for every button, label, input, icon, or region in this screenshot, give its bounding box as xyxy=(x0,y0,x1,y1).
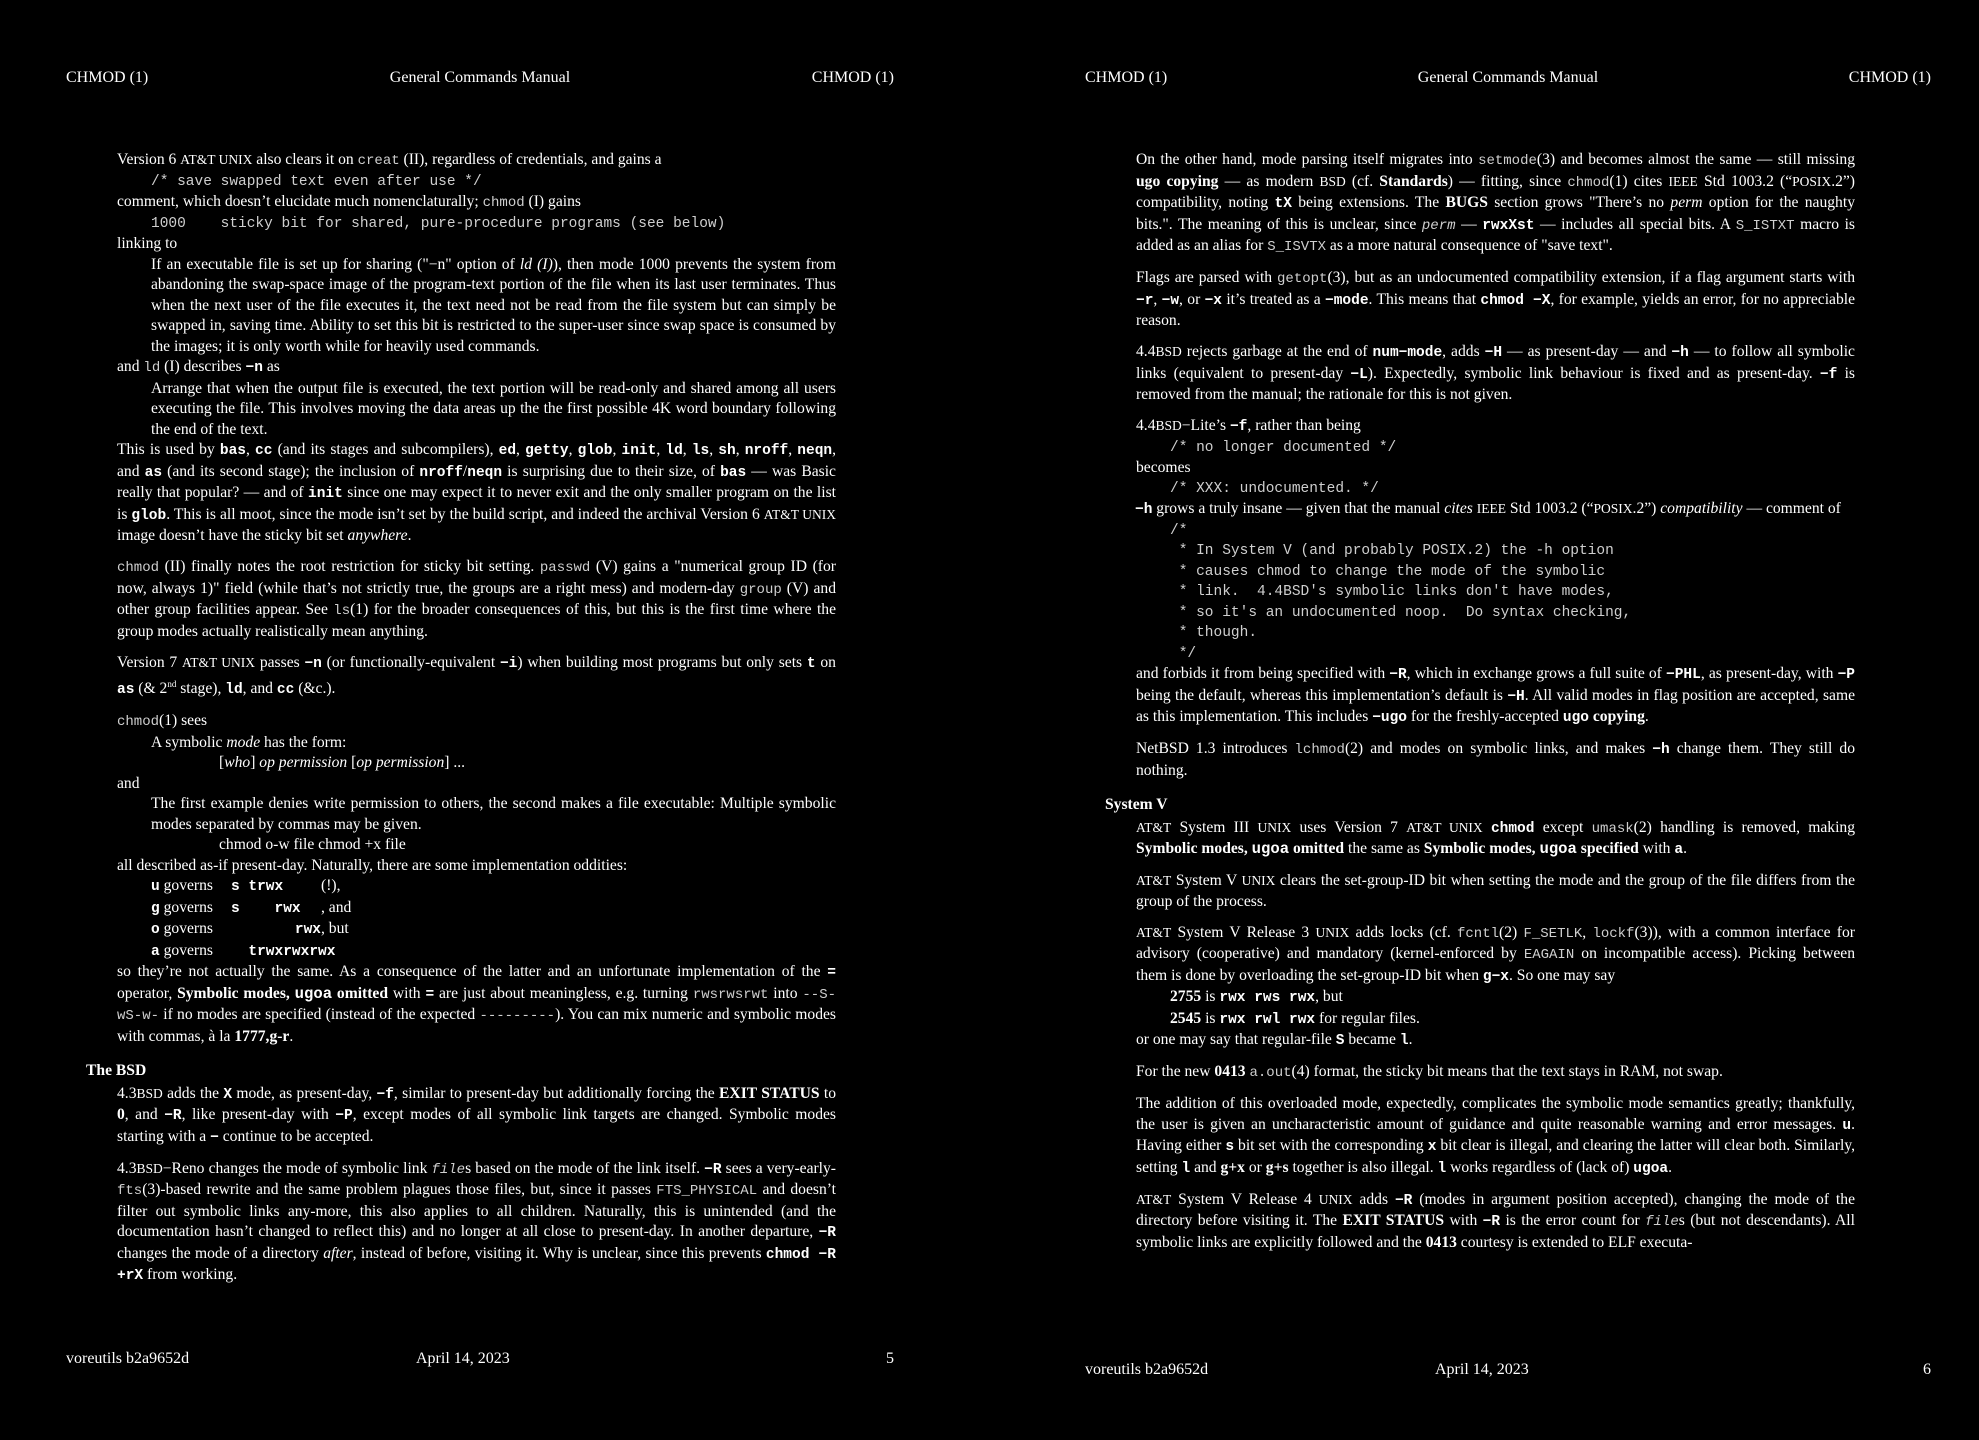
quote-block: 2545 is rwx rwl rwx for regular files. xyxy=(1170,1009,1420,1028)
page-body xyxy=(1105,150,1856,1264)
header-left: CHMOD (1) xyxy=(66,69,149,86)
section-heading: The BSD xyxy=(86,1062,147,1080)
footer-center: April 14, 2023 xyxy=(1435,1361,1529,1378)
quote-block: If an executable file is set up for sharing ("−n" option of ld (I)), then mode 1000 prevents the system from abandoning the swap-space image of the program-text portion of the file when its last user terminates. Thus when the next user of the file executes it, the text need not be read from the file system but can simply be swapped in, saving time. Ability to set this bit is restricted to the super-user since swap space is consumed by the images; it is only worth while for heavily used commands. xyxy=(151,255,836,355)
paragraph: For the new 0413 a.out(4) format, the sticky bit means that the text stays in RAM, not swap. xyxy=(1136,1063,1723,1081)
paragraph: so they’re not actually the same. As a consequence of the latter and an unfortunate implementation of the = operator, Symbolic modes, ugoa omitted with = are just about meaningless, e.g. turning rwsrwsrwt into --S-wS-w- if no modes are specified (instead of the expected ---------). You can mix numeric and symbolic modes with commas, à la 1777,g-r. xyxy=(117,963,837,1045)
paragraph: On the other hand, mode parsing itself migrates into setmode(3) and becomes almost the same — still missing ugo copying — as modern BSD (cf. Standards) — fitting, since chmod(1) cites IEEE Std 1003.2 (“POSIX.2”) compatibility, noting tX being extensions. The BUGS section grows "There’s no perm option for the naughty bits.". The meaning of this is unclear, since perm — rwxXst — includes all special bits. A S_ISTXT macro is added as an alias for S_ISVTX as a more natural consequence of "save text". xyxy=(1136,151,1855,255)
paragraph: The addition of this overloaded mode, expectedly, complicates the symbolic mode semantics greatly; thankfully, the user is given an uncharacteristic amount of guidance and quite reasonable warning and error messages. u. Having either s bit set with the corresponding x bit clear is illegal, and clearing the latter will clear both. Similarly, setting l and g+x or g+s together is also illegal. l works regardless of (lack of) ugoa. xyxy=(1136,1095,1856,1177)
quote-block: 2755 is rwx rws rwx, but xyxy=(1170,988,1343,1006)
paragraph: and xyxy=(117,774,140,792)
quote-block: chmod o-w file chmod +x file xyxy=(219,836,406,854)
quote-block: The first example denies write permission to others, the second makes a file executable: Multiple symbolic modes separated by commas may be given. xyxy=(151,795,836,833)
quote-block: Arrange that when the output file is executed, the text portion will be read-only and shared among all users executing the file. This involves moving the data areas up the the first possible 4K word boundary following the end of the text. xyxy=(151,379,836,438)
paragraph: comment, which doesn’t elucidate much nomenclaturally; chmod (I) gains xyxy=(117,193,581,211)
paragraph: AT&T System V Release 3 UNIX adds locks (cf. fcntl(2) F_SETLK, lockf(3)), with a common interface for advisory (cooperative) and mandatory (kernel-enforced by EAGAIN on incompatible access). Picking between them is done by overloading the set-group-ID bit when g−x. So one may say xyxy=(1136,923,1856,985)
code-line: /* XXX: undocumented. */ xyxy=(1170,480,1379,497)
quote-block: A symbolic mode has the form: xyxy=(151,733,347,751)
page-left xyxy=(0,0,960,1440)
paragraph: Flags are parsed with getopt(3), but as an undocumented compatibility extension, if a flag argument starts with −r, −w, or −x it’s treated as a −mode. This means that chmod −X, for example, yields an error, for no appreciable reason. xyxy=(1136,269,1856,329)
paragraph: becomes xyxy=(1136,459,1191,476)
paragraph: NetBSD 1.3 introduces lchmod(2) and modes on symbolic links, and makes −h change them. They still do nothing. xyxy=(1136,740,1855,779)
paragraph: AT&T System V Release 4 UNIX adds −R (modes in argument position accepted), changing the mode of the directory before visiting it. The EXIT STATUS with −R is the error count for files (but not descendants). All symbolic links are explicitly followed and the 0413 courtesy is extended to ELF executa- xyxy=(1136,1190,1855,1251)
paragraph: This is used by bas, cc (and its stages and subcompilers), ed, getty, glob, init, ld, ls, sh, nroff, neqn, and as (and its second stage); the inclusion of nroff/neqn is surprising due to their size, of bas — was Basic really that popular? — and of init since one may expect it to never exit and the only smaller program on the list is glob. This is all moot, since the mode isn’t set by the build script, and indeed the archival Version 6 AT&T UNIX image doesn’t have the sticky bit set anywhere. xyxy=(117,441,837,544)
paragraph: chmod(1) sees xyxy=(117,712,208,731)
header-right: CHMOD (1) xyxy=(811,69,894,86)
paragraph: 4.4BSD rejects garbage at the end of num−mode, adds −H — as present-day — and −h — to follow all symbolic links (equivalent to present-day −L). Expectedly, symbolic link behaviour is fixed and as present-day. −f is removed from the manual; the rationale for this is not given. xyxy=(1136,343,1855,403)
paragraph: or one may say that regular-file S became l. xyxy=(1136,1031,1413,1049)
paragraph: AT&T System V UNIX clears the set-group-ID bit when setting the mode and the group of the file differs from the group of the process. xyxy=(1136,872,1855,910)
code-line: /* no longer documented */ xyxy=(1170,439,1397,456)
footer-right: 6 xyxy=(1923,1361,1931,1378)
header-center: General Commands Manual xyxy=(389,69,571,86)
paragraph: and ld (I) describes −n as xyxy=(117,358,280,376)
paragraph: Version 7 AT&T UNIX passes −n (or functionally-equivalent −i) when building most programs but only sets t on as (& 2nd stage), ld, and cc (&c.). xyxy=(117,653,836,699)
paragraph: 4.3BSD−Reno changes the mode of symbolic link files based on the mode of the link itself. −R sees a very-early-fts(3)-based rewrite and the same problem plagues those files, but, since it passes FTS_PHYSICAL and doesn’t filter out symbolic links any-more, this also applies to all children. Naturally, this is unintended (and the documentation hasn’t changed to reflect this) and no longer at all close to present-day. In another departure, −R changes the mode of a directory after, instead of before, visiting it. Why is unclear, since this prevents chmod −R +rX from working. xyxy=(117,1159,837,1285)
paragraph: all described as-if present-day. Naturally, there are some implementation oddities: xyxy=(117,856,628,874)
code-line: 1000 sticky bit for shared, pure-procedure programs (see below) xyxy=(151,215,726,232)
page-body xyxy=(86,150,837,1297)
paragraph: Version 6 AT&T UNIX also clears it on creat (II), regardless of credentials, and gains a xyxy=(117,151,662,169)
paragraph: and forbids it from being specified with −R, which in exchange grows a full suite of −PHL, as present-day, with −P being the default, whereas this implementation’s default is −H. All valid modes in flag position are accepted, same as this implementation. This includes −ugo for the freshly-accepted ugo copying. xyxy=(1136,665,1856,726)
header-right: CHMOD (1) xyxy=(1848,69,1931,86)
code-block: /* * In System V (and probably POSIX.2) the -h option * causes chmod to change the mode of the symbolic * link. 4.4BSD's symbolic links don't have modes, * so it's an undocumented noop. Do syntax checking, * though. */ xyxy=(1170,522,1632,662)
footer-left: voreutils b2a9652d xyxy=(66,1350,190,1367)
footer-center: April 14, 2023 xyxy=(416,1350,510,1367)
paragraph: linking to xyxy=(117,235,178,252)
oddities-table: u governs s trwx (!), g governs s rwx , and o governs rwx , but a governs trwxrwxrwx xyxy=(151,877,352,960)
paragraph: AT&T System III UNIX uses Version 7 AT&T UNIX chmod except umask(2) handling is removed, making Symbolic modes, ugoa omitted the same as Symbolic modes, ugoa specified with a. xyxy=(1136,818,1856,858)
header-left: CHMOD (1) xyxy=(1085,69,1168,86)
page-right xyxy=(1019,0,1979,1440)
paragraph: chmod (II) finally notes the root restriction for sticky bit setting. passwd (V) gains a "numerical group ID (for now, always 1)" field (while that’s not strictly true, the groups are a right mess) and modern-day group (V) and other group facilities appear. See ls(1) for the broader consequences of this, but this is the first time where the group modes actually realistically mean anything. xyxy=(117,558,837,640)
header-center: General Commands Manual xyxy=(1417,69,1599,86)
quote-block: [who] op permission [op permission] ... xyxy=(219,754,466,772)
paragraph: −h grows a truly insane — given that the manual cites IEEE Std 1003.2 (“POSIX.2”) compatibility — comment of xyxy=(1135,500,1841,518)
paragraph: 4.4BSD−Lite’s −f, rather than being xyxy=(1136,417,1361,435)
footer-right: 5 xyxy=(886,1350,894,1367)
paragraph: 4.3BSD adds the X mode, as present-day, −f, similar to present-day but additionally forcing the EXIT STATUS to 0, and −R, like present-day with −P, except modes of all symbolic link targets are changed. Symbolic modes starting with a − continue to be accepted. xyxy=(117,1084,837,1146)
code-line: /* save swapped text even after use */ xyxy=(151,173,482,190)
section-heading: System V xyxy=(1105,796,1168,813)
footer-left: voreutils b2a9652d xyxy=(1085,1361,1209,1378)
